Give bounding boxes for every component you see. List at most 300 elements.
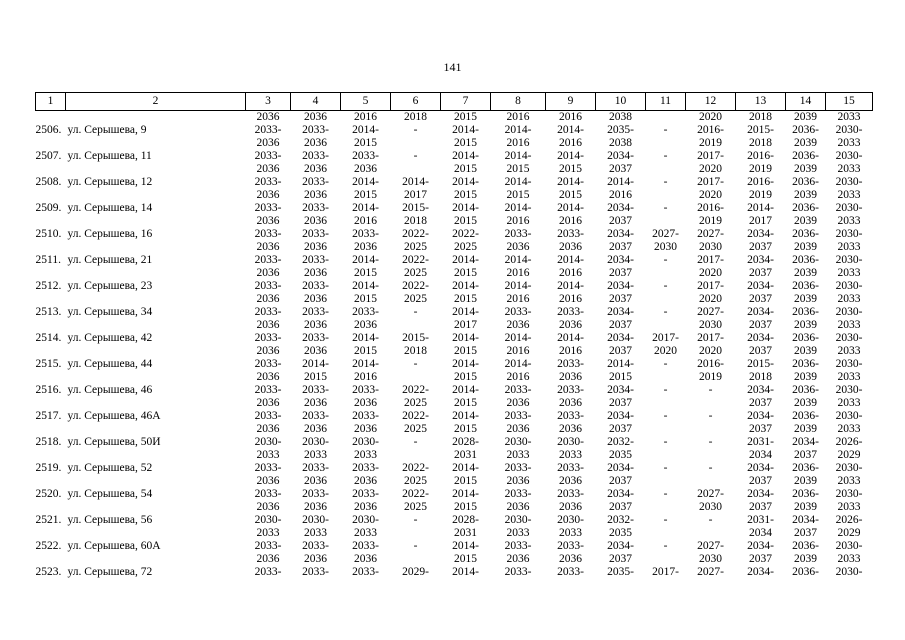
street-address: ул. Серышева, 12 [67, 176, 153, 188]
period-cell-col12: 2020 [699, 345, 722, 357]
period-cell-col14: 2036- [792, 384, 819, 396]
record-number [36, 293, 66, 306]
period-cell-col3: 2036 [256, 371, 280, 383]
period-cell-col5: 2033- [352, 566, 379, 578]
table-row-end-years [36, 371, 873, 384]
table-row-end-years [36, 163, 873, 176]
period-cell-col11: - [663, 514, 668, 526]
period-cell-col8: 2016 [506, 371, 530, 383]
period-cell-col15: 2030- [835, 150, 863, 162]
period-cell-col9: 2036 [559, 241, 582, 253]
period-cell-col6 [391, 553, 441, 566]
period-cell-col15: 2033 [837, 371, 861, 383]
period-cell-col13: 2037 [749, 501, 772, 513]
period-cell-col4: 2033 [304, 527, 327, 539]
record-number [36, 423, 66, 436]
street-address: ул. Серышева, 11 [67, 150, 152, 162]
period-cell-col8: 2036 [506, 319, 530, 331]
period-cell-col11 [646, 267, 686, 280]
period-cell-col14: 2036- [792, 150, 819, 162]
period-cell-col15: 2033 [837, 475, 861, 487]
street-address [66, 449, 246, 462]
street-address: ул. Серышева, 46А [67, 410, 161, 422]
table-row-end-years [36, 293, 873, 306]
period-cell-col11: - [663, 124, 668, 136]
period-cell-col6 [391, 527, 441, 540]
period-cell-col13: 2016- [747, 176, 774, 188]
period-cell-col10: 2037 [609, 475, 632, 487]
street-address: ул. Серышева, 34 [67, 306, 153, 318]
period-cell-col12: 2030 [699, 553, 722, 565]
period-cell-col8: 2033- [504, 462, 532, 474]
period-cell-col8: 2016 [506, 215, 530, 227]
period-cell-col14: 2037 [794, 449, 817, 461]
period-cell-col6: 2022- [402, 410, 429, 422]
period-cell-col13: 2018 [749, 371, 772, 383]
street-address: ул. Серышева, 21 [67, 254, 153, 266]
period-cell-col11 [646, 319, 686, 332]
period-cell-col12: 2027- [697, 540, 724, 552]
period-cell-col8: 2014- [504, 150, 532, 162]
period-cell-col4: 2030- [302, 514, 329, 526]
period-cell-col4: 2036 [304, 319, 327, 331]
period-cell-col14: 2036- [792, 410, 819, 422]
period-cell-col10: 2035 [609, 449, 632, 461]
period-cell-col5: 2016 [354, 371, 377, 383]
period-cell-col14: 2036- [792, 540, 819, 552]
column-header-4: 4 [291, 93, 341, 111]
period-cell-col14: 2036- [792, 202, 819, 214]
period-cell-col5: 2033 [354, 527, 377, 539]
record-number [36, 111, 66, 125]
period-cell-col9: 2033- [557, 228, 584, 240]
period-cell-col13: 2019 [749, 189, 772, 201]
period-cell-col11 [646, 553, 686, 566]
period-cell-col12: - [708, 384, 713, 396]
period-cell-col15: 2030- [835, 358, 863, 370]
period-cell-col12: 2030 [699, 319, 722, 331]
period-cell-col15: 2030- [835, 254, 863, 266]
period-cell-col15: 2033 [837, 267, 861, 279]
period-cell-col10: 2037 [609, 267, 632, 279]
period-cell-col15: 2033 [837, 215, 861, 227]
period-cell-col8: 2033- [504, 306, 532, 318]
period-cell-col6: 2029- [402, 566, 429, 578]
period-cell-col7: 2028- [452, 436, 479, 448]
period-cell-col13: 2034- [747, 254, 774, 266]
period-cell-col7: 2015 [454, 189, 477, 201]
period-cell-col8: 2036 [506, 553, 530, 565]
table-row [36, 436, 873, 449]
street-address [66, 423, 246, 436]
period-cell-col8: 2033 [506, 449, 530, 461]
period-cell-col8: 2016 [506, 267, 530, 279]
period-cell-col5: 2033- [352, 540, 379, 552]
period-cell-col14: 2039 [794, 241, 817, 253]
period-cell-col11: - [663, 254, 668, 266]
period-cell-col7: 2015 [454, 137, 477, 149]
period-cell-col3: 2033 [256, 527, 280, 539]
street-address: ул. Серышева, 9 [67, 124, 147, 136]
period-cell-col4: 2033- [302, 462, 329, 474]
period-cell-col5: 2033- [352, 384, 379, 396]
period-cell-col5: 2036 [354, 397, 377, 409]
period-cell-col8: 2033- [504, 410, 532, 422]
record-number: 2523. [35, 566, 62, 578]
period-cell-col14: 2036- [792, 332, 819, 344]
record-number: 2510. [35, 228, 62, 240]
table-row [36, 410, 873, 423]
period-cell-col9: 2014- [557, 150, 584, 162]
period-cell-col10: 2034- [607, 332, 634, 344]
period-cell-col3: 2036 [256, 423, 280, 435]
street-address [66, 215, 246, 228]
period-cell-col13: 2015- [747, 124, 774, 136]
period-cell-col3: 2033- [254, 150, 282, 162]
period-cell-col13: 2034- [747, 332, 774, 344]
column-header-11: 11 [646, 93, 686, 111]
period-cell-col5: 2014- [352, 202, 379, 214]
period-cell-col13: 2014- [747, 202, 774, 214]
period-cell-col12 [686, 423, 736, 436]
period-cell-col11 [646, 397, 686, 410]
period-cell-col3: 2030- [254, 436, 282, 448]
table-row [36, 488, 873, 501]
period-cell-col10: 2037 [609, 553, 632, 565]
period-cell-col6: 2017 [404, 189, 427, 201]
period-cell-col9: 2033- [557, 384, 584, 396]
period-cell-col4: 2036 [304, 475, 327, 487]
period-cell-col4: 2036 [304, 163, 327, 175]
street-address [66, 111, 246, 125]
period-cell-col6 [391, 163, 441, 176]
street-address [66, 163, 246, 176]
period-cell-col7: 2015 [454, 111, 477, 123]
period-cell-col11: - [663, 436, 668, 448]
table-row-end-years [36, 475, 873, 488]
table-row [36, 150, 873, 163]
record-number: 2513. [35, 306, 62, 318]
period-cell-col9: 2016 [559, 111, 582, 123]
period-cell-col4: 2015 [304, 371, 327, 383]
period-cell-col4: 2036 [304, 423, 327, 435]
period-cell-col15: 2033 [837, 423, 861, 435]
period-cell-col8: 2014- [504, 176, 532, 188]
period-cell-col3: 2033- [254, 254, 282, 266]
street-address [66, 319, 246, 332]
period-cell-col11: 2027- [652, 228, 679, 240]
period-cell-col9: 2036 [559, 501, 582, 513]
period-cell-col14: 2036- [792, 566, 819, 578]
period-cell-col13: 2037 [749, 553, 772, 565]
record-number [36, 137, 66, 150]
period-cell-col10: 2034- [607, 228, 634, 240]
period-cell-col10: 2034- [607, 280, 634, 292]
period-cell-col14: 2039 [794, 345, 817, 357]
table-row [36, 280, 873, 293]
period-cell-col15: 2030- [835, 332, 863, 344]
period-cell-col3: 2033- [254, 384, 282, 396]
period-cell-col10: 2032- [607, 436, 634, 448]
period-cell-col7: 2014- [452, 332, 479, 344]
period-cell-col3: 2036 [256, 111, 280, 123]
period-cell-col5: 2033- [352, 462, 379, 474]
period-cell-col6: 2025 [404, 293, 427, 305]
period-cell-col8: 2033- [504, 228, 532, 240]
period-cell-col9: 2016 [559, 137, 582, 149]
period-cell-col10: 2014- [607, 358, 634, 370]
period-cell-col4: 2033- [302, 384, 329, 396]
period-cell-col15: 2033 [837, 501, 861, 513]
period-cell-col3: 2036 [256, 319, 280, 331]
period-cell-col10: 2032- [607, 514, 634, 526]
period-cell-col3: 2036 [256, 501, 280, 513]
record-number [36, 163, 66, 176]
period-cell-col12: 2017- [697, 280, 724, 292]
record-number: 2511. [35, 254, 61, 266]
period-cell-col10: 2016 [609, 189, 632, 201]
period-cell-col11 [646, 371, 686, 384]
column-header-14: 14 [786, 93, 826, 111]
period-cell-col5: 2036 [354, 163, 377, 175]
period-cell-col14: 2039 [794, 137, 817, 149]
period-cell-col14: 2036- [792, 228, 819, 240]
period-cell-col8: 2033- [504, 384, 532, 396]
period-cell-col7: 2015 [454, 163, 477, 175]
period-cell-col7: 2015 [454, 293, 477, 305]
column-header-6: 6 [391, 93, 441, 111]
period-cell-col4: 2036 [304, 215, 327, 227]
period-cell-col14: 2034- [792, 514, 819, 526]
period-cell-col15: 2026- [835, 514, 863, 526]
column-header-15: 15 [826, 93, 873, 111]
period-cell-col12: 2020 [699, 111, 722, 123]
period-cell-col4: 2036 [304, 397, 327, 409]
record-number [36, 267, 66, 280]
period-cell-col4: 2036 [304, 293, 327, 305]
record-number: 2507. [35, 150, 62, 162]
period-cell-col13: 2018 [749, 111, 772, 123]
period-cell-col10: 2034- [607, 202, 634, 214]
period-cell-col3: 2033- [254, 540, 282, 552]
period-cell-col8: 2036 [506, 241, 530, 253]
period-cell-col13: 2037 [749, 293, 772, 305]
column-header-3: 3 [246, 93, 291, 111]
table-row-continuation [36, 111, 873, 125]
record-number [36, 371, 66, 384]
period-cell-col5: 2033- [352, 488, 379, 500]
street-address [66, 475, 246, 488]
period-cell-col9: 2033- [557, 410, 584, 422]
period-cell-col11: - [663, 150, 668, 162]
period-cell-col7: 2015 [454, 267, 477, 279]
period-cell-col15: 2030- [835, 488, 863, 500]
period-cell-col12: 2020 [699, 293, 722, 305]
period-cell-col12 [686, 527, 736, 540]
period-cell-col7: 2015 [454, 397, 477, 409]
street-address: ул. Серышева, 50И [67, 436, 161, 448]
column-header-13: 13 [736, 93, 786, 111]
table-row-end-years [36, 215, 873, 228]
period-cell-col3: 2033- [254, 280, 282, 292]
period-cell-col6: - [413, 436, 418, 448]
period-cell-col4: 2033- [302, 254, 329, 266]
period-cell-col4: 2033- [302, 488, 329, 500]
street-address: ул. Серышева, 60А [67, 540, 161, 552]
period-cell-col15: 2033 [837, 137, 861, 149]
period-cell-col4: 2033- [302, 228, 329, 240]
period-cell-col3: 2036 [256, 189, 280, 201]
period-cell-col12: 2019 [699, 371, 722, 383]
period-cell-col9: 2016 [559, 267, 582, 279]
period-cell-col7: 2014- [452, 384, 479, 396]
table-row-end-years [36, 137, 873, 150]
period-cell-col6: 2025 [404, 267, 427, 279]
period-cell-col5: 2033- [352, 228, 379, 240]
period-cell-col13: 2019 [749, 163, 772, 175]
street-address: ул. Серышева, 16 [67, 228, 153, 240]
period-cell-col13: 2034- [747, 566, 774, 578]
period-cell-col5: 2036 [354, 241, 377, 253]
period-cell-col15: 2030- [835, 124, 863, 136]
period-cell-col4: 2033- [302, 566, 329, 578]
period-cell-col5: 2036 [354, 553, 377, 565]
column-header-8: 8 [491, 93, 546, 111]
table-body [36, 111, 873, 580]
table-row [36, 124, 873, 137]
period-cell-col13: 2037 [749, 267, 772, 279]
period-cell-col15: 2033 [837, 293, 861, 305]
street-address [66, 137, 246, 150]
period-cell-col5: 2014- [352, 358, 379, 370]
period-cell-col6: - [413, 358, 418, 370]
period-cell-col4: 2033- [302, 540, 329, 552]
period-cell-col9: 2016 [559, 293, 582, 305]
period-cell-col14: 2039 [794, 189, 817, 201]
period-cell-col5: 2030- [352, 436, 379, 448]
period-cell-col5: 2014- [352, 124, 379, 136]
period-cell-col9: 2014- [557, 202, 584, 214]
period-cell-col14: 2036- [792, 280, 819, 292]
period-cell-col14: 2039 [794, 501, 817, 513]
period-cell-col3: 2036 [256, 137, 280, 149]
period-cell-col11 [646, 475, 686, 488]
period-cell-col3: 2033- [254, 462, 282, 474]
period-cell-col9: 2033- [557, 566, 584, 578]
period-cell-col7: 2015 [454, 423, 477, 435]
period-cell-col12: 2027- [697, 306, 724, 318]
period-cell-col6 [391, 449, 441, 462]
period-cell-col7: 2014- [452, 306, 479, 318]
period-cell-col9: 2014- [557, 124, 584, 136]
period-cell-col12: - [708, 462, 713, 474]
table-row [36, 566, 873, 579]
period-cell-col13: 2037 [749, 397, 772, 409]
table-row [36, 358, 873, 371]
period-cell-col11 [646, 137, 686, 150]
period-cell-col9: 2033- [557, 358, 584, 370]
table-row-end-years [36, 267, 873, 280]
period-cell-col4: 2033- [302, 124, 329, 136]
period-cell-col8: 2016 [506, 345, 530, 357]
table-row [36, 332, 873, 345]
street-address [66, 553, 246, 566]
period-cell-col7: 2015 [454, 501, 477, 513]
period-cell-col11: - [663, 358, 668, 370]
period-cell-col7: 2014- [452, 358, 479, 370]
period-cell-col6 [391, 371, 441, 384]
period-cell-col6: 2015- [402, 202, 429, 214]
table-row [36, 228, 873, 241]
table-row [36, 514, 873, 527]
period-cell-col14: 2036- [792, 488, 819, 500]
period-cell-col7: 2014- [452, 280, 479, 292]
table-row [36, 462, 873, 475]
table-row [36, 176, 873, 189]
period-cell-col6 [391, 137, 441, 150]
table-row-end-years [36, 553, 873, 566]
period-cell-col3: 2033- [254, 228, 282, 240]
period-cell-col3: 2036 [256, 267, 280, 279]
period-cell-col3: 2036 [256, 397, 280, 409]
table-header [36, 93, 873, 111]
period-cell-col14: 2039 [794, 163, 817, 175]
period-cell-col9: 2036 [559, 423, 582, 435]
period-cell-col11: 2020 [654, 345, 677, 357]
period-cell-col12 [686, 475, 736, 488]
period-cell-col15: 2030- [835, 228, 863, 240]
period-cell-col13: 2034- [747, 280, 774, 292]
record-number: 2509. [35, 202, 62, 214]
period-cell-col8: 2014- [504, 358, 532, 370]
period-cell-col13: 2031- [747, 436, 774, 448]
period-cell-col14: 2039 [794, 215, 817, 227]
street-address: ул. Серышева, 52 [67, 462, 153, 474]
period-cell-col9: 2036 [559, 553, 582, 565]
period-cell-col8: 2015 [506, 163, 530, 175]
header-row [36, 93, 873, 111]
period-cell-col3: 2036 [256, 553, 280, 565]
period-cell-col3: 2036 [256, 345, 280, 357]
period-cell-col7: 2017 [454, 319, 477, 331]
table-row [36, 306, 873, 319]
period-cell-col11 [646, 449, 686, 462]
street-address [66, 527, 246, 540]
street-address: ул. Серышева, 72 [67, 566, 153, 578]
period-cell-col15: 2033 [837, 345, 861, 357]
period-cell-col10: 2037 [609, 319, 632, 331]
period-cell-col7: 2028- [452, 514, 479, 526]
period-cell-col4: 2033- [302, 280, 329, 292]
period-cell-col11: 2030 [654, 241, 677, 253]
period-cell-col12: 2030 [699, 241, 722, 253]
period-cell-col15: 2029 [837, 527, 861, 539]
table-row [36, 540, 873, 553]
record-number: 2516. [35, 384, 62, 396]
period-cell-col8: 2033- [504, 540, 532, 552]
period-cell-col10: 2035 [609, 527, 632, 539]
period-cell-col14: 2037 [794, 527, 817, 539]
period-cell-col7: 2014- [452, 488, 479, 500]
period-cell-col6: 2025 [404, 475, 427, 487]
period-cell-col9: 2036 [559, 371, 582, 383]
period-cell-col15: 2030- [835, 540, 863, 552]
table-row-end-years [36, 241, 873, 254]
period-cell-col5: 2016 [354, 215, 377, 227]
period-cell-col15: 2030- [835, 202, 863, 214]
period-cell-col8: 2016 [506, 293, 530, 305]
period-cell-col5: 2014- [352, 176, 379, 188]
